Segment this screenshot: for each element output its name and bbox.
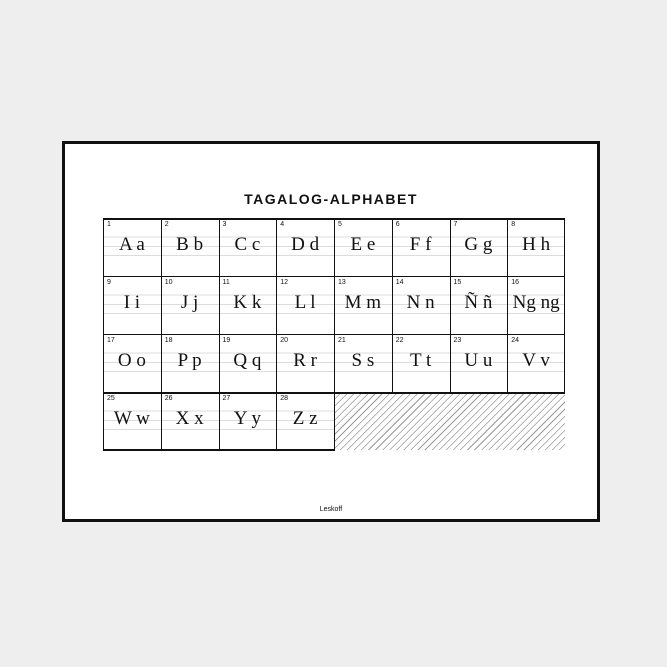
letter-pair: E e [350,234,376,255]
letter-number: 23 [453,337,462,344]
letter-number: 6 [395,221,400,228]
letter-number: 20 [280,337,289,344]
letter-number: 12 [280,279,289,286]
grid-line [103,449,335,451]
letter-cell [219,334,277,392]
letter-cell [276,276,334,334]
letter-pair: M m [344,292,382,313]
grid-line [507,218,508,393]
grid-line [564,218,565,393]
letter-pair: Ng ng [512,292,560,313]
letter-cell [334,334,392,392]
alphabet-poster [62,141,600,522]
letter-cell [161,392,219,450]
letter-cell [161,218,219,276]
grid-line [103,218,104,451]
letter-pair: R r [293,350,317,371]
letter-number: 24 [511,337,520,344]
letter-pair: J j [180,292,199,313]
letter-pair: L l [294,292,316,313]
letter-number: 11 [222,279,230,286]
letter-number: 1 [107,221,111,228]
letter-cell [103,218,161,276]
letter-cell [392,334,450,392]
letter-pair: T t [409,350,432,371]
letter-cell [450,218,508,276]
letter-cell [219,276,277,334]
letter-number: 2 [164,221,169,228]
letter-pair: S s [351,350,375,371]
letter-pair: Z z [292,408,318,429]
letter-cell [103,392,161,450]
letter-number: 13 [338,279,346,286]
letter-cell [392,218,450,276]
letter-pair: G g [464,234,493,255]
letter-number: 19 [222,337,231,344]
letter-cell [161,334,219,392]
letter-cell [392,276,450,334]
letter-cell [450,276,508,334]
grid-line [103,334,565,335]
letter-cell [276,392,334,450]
letter-cell [276,218,334,276]
letter-pair: H h [522,234,551,255]
letter-pair: Ñ ñ [464,292,493,313]
letter-cell [219,392,277,450]
letter-pair: N n [406,292,435,313]
grid-line [450,218,451,393]
letter-pair: K k [233,292,262,313]
letter-pair: I i [123,292,141,313]
letter-pair: F f [409,234,432,255]
grid-line [103,218,565,220]
letter-pair: A a [118,234,145,255]
alphabet-grid [103,218,565,451]
letter-number: 25 [107,395,115,402]
letter-pair: O o [117,350,146,371]
letter-number: 28 [280,395,289,402]
letter-number: 7 [453,221,458,228]
letter-number: 3 [222,221,227,228]
letter-cell [507,334,565,392]
letter-number: 14 [395,279,404,286]
letter-cell [334,276,392,334]
poster-title: TAGALOG-ALPHABET [244,191,418,207]
letter-number: 15 [453,279,462,286]
letter-number: 16 [511,279,520,286]
letter-cell [334,218,392,276]
letter-pair: V v [522,350,550,371]
letter-pair: C c [234,234,261,255]
letter-pair: Q q [233,350,262,371]
letter-number: 17 [107,337,115,344]
letter-number: 4 [280,221,285,228]
letter-number: 26 [164,395,173,402]
letter-pair: P p [177,350,202,371]
letter-cell [161,276,219,334]
letter-number: 9 [107,279,111,286]
letter-cell [103,276,161,334]
letter-pair: D d [291,234,320,255]
letter-cell [507,276,565,334]
grid-line [392,218,393,393]
letter-cell [219,218,277,276]
letter-pair: Y y [233,408,262,429]
letter-number: 8 [511,221,516,228]
letter-pair: B b [176,234,204,255]
letter-number: 10 [164,279,173,286]
hatched-empty-area [334,392,565,450]
letter-cell [507,218,565,276]
grid-line [103,276,565,277]
grid-line [103,392,565,394]
letter-cell [450,334,508,392]
letter-number: 21 [338,337,346,344]
letter-cell [276,334,334,392]
letter-pair: X x [175,408,204,429]
letter-number: 5 [338,221,342,228]
letter-pair: U u [464,350,493,371]
letter-number: 27 [222,395,231,402]
letter-cell [103,334,161,392]
letter-number: 18 [164,337,173,344]
brand-name: Leskoff [319,506,343,513]
letter-number: 22 [395,337,404,344]
letter-pair: W w [113,408,150,429]
